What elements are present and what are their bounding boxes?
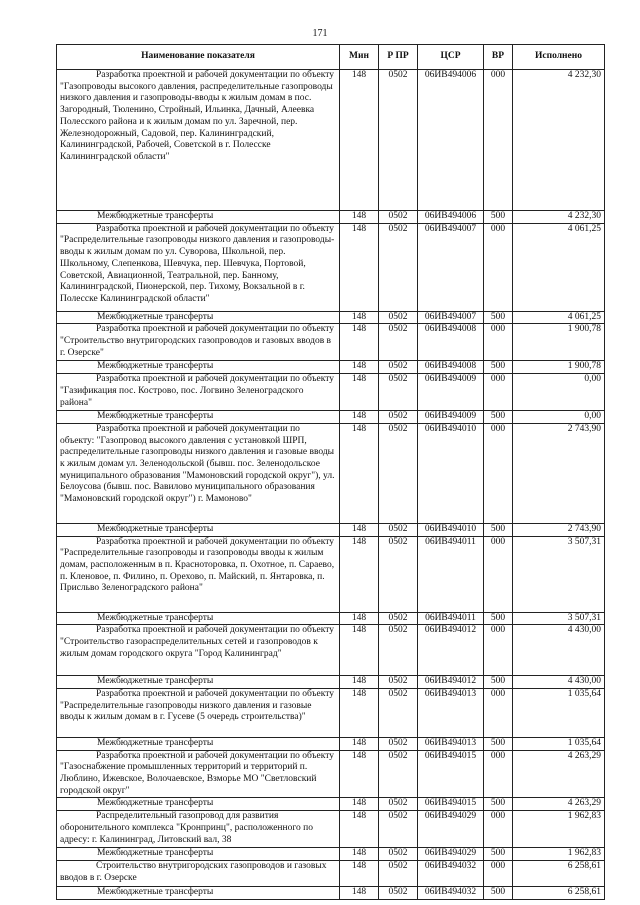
transfer-row	[57, 411, 605, 424]
row-sum: 1 035,64	[513, 737, 605, 750]
row-csr: 06ИВ494015	[418, 798, 484, 811]
row-min: 148	[340, 523, 379, 536]
row-vr: 500	[484, 737, 513, 750]
transfer-row	[57, 612, 605, 625]
row-csr: 06ИВ494012	[418, 625, 484, 676]
row-vr: 500	[484, 612, 513, 625]
row-min: 148	[340, 423, 379, 523]
row-sum: 4 232,30	[513, 70, 605, 211]
row-sum: 6 258,61	[513, 886, 605, 899]
row-min: 148	[340, 676, 379, 689]
transfer-row	[57, 211, 605, 224]
row-rpr: 0502	[379, 223, 418, 311]
row-csr: 06ИВ494012	[418, 676, 484, 689]
row-rpr: 0502	[379, 886, 418, 899]
header-csr: ЦСР	[418, 45, 484, 70]
row-rpr: 0502	[379, 625, 418, 676]
row-rpr: 0502	[379, 688, 418, 737]
table-row	[57, 811, 605, 848]
row-rpr: 0502	[379, 676, 418, 689]
row-rpr: 0502	[379, 311, 418, 324]
row-name: Строительство внутригородских газопроводов и газовых вводов в г. Озерске	[57, 860, 340, 886]
row-csr: 06ИВ494007	[418, 311, 484, 324]
row-rpr: 0502	[379, 423, 418, 523]
row-vr: 500	[484, 361, 513, 374]
row-sum: 6 258,61	[513, 860, 605, 886]
row-name: Межбюджетные трансферты	[57, 676, 340, 689]
row-vr: 500	[484, 523, 513, 536]
table-header-row	[57, 45, 605, 70]
row-name: Межбюджетные трансферты	[57, 211, 340, 224]
row-min: 148	[340, 612, 379, 625]
row-min: 148	[340, 223, 379, 311]
row-vr: 500	[484, 211, 513, 224]
table-row	[57, 423, 605, 523]
row-name: Межбюджетные трансферты	[57, 848, 340, 861]
row-sum: 1 962,83	[513, 811, 605, 848]
row-min: 148	[340, 688, 379, 737]
row-rpr: 0502	[379, 374, 418, 411]
row-vr: 000	[484, 860, 513, 886]
transfer-row	[57, 886, 605, 899]
row-vr: 000	[484, 688, 513, 737]
row-min: 148	[340, 886, 379, 899]
transfer-row	[57, 311, 605, 324]
row-min: 148	[340, 750, 379, 798]
row-name: Разработка проектной и рабочей документации по объекту "Строительство газораспределительных сетей и газопроводов к жилым домам городского округа "Город Калининград"	[57, 625, 340, 676]
row-name: Разработка проектной и рабочей документации по объекту: "Газопровод высокого давления с установкой ШРП, распределительные газопроводы низкого давления и газовые вводы к жилым домам ул. Зеленодольской (бывш. пос. Зеленодольское муниципального образования "Мамоновский городской округ"), ул. Белоусова (бывш. пос. Вавилово муниципального образования "Мамоновский городской округ") г. Мамоново"	[57, 423, 340, 523]
row-vr: 500	[484, 886, 513, 899]
row-vr: 500	[484, 411, 513, 424]
row-rpr: 0502	[379, 750, 418, 798]
row-sum: 4 430,00	[513, 676, 605, 689]
row-rpr: 0502	[379, 523, 418, 536]
row-min: 148	[340, 811, 379, 848]
row-min: 148	[340, 70, 379, 211]
row-csr: 06ИВ494006	[418, 70, 484, 211]
row-vr: 000	[484, 374, 513, 411]
row-csr: 06ИВ494009	[418, 411, 484, 424]
row-sum: 0,00	[513, 374, 605, 411]
row-csr: 06ИВ494010	[418, 523, 484, 536]
row-min: 148	[340, 860, 379, 886]
row-sum: 4 263,29	[513, 750, 605, 798]
row-name: Разработка проектной и рабочей документации по объекту "Распределительные газопроводы и газопроводы вводы к жилым домам, расположенным в п. Красноторовка, п. Охотное, п. Сараево, п. Кленовое, п. Филино, п. Орехово, п. Майский, п. Янтаровка, п. Присльво Зеленоградского района"	[57, 536, 340, 612]
row-csr: 06ИВ494006	[418, 211, 484, 224]
row-min: 148	[340, 311, 379, 324]
row-csr: 06ИВ494008	[418, 361, 484, 374]
row-name: Распределительный газопровод для развития оборонительного комплекса "Кронпринц", расположенного по адресу: г. Калининград, Литовский вал, 38	[57, 811, 340, 848]
row-name: Межбюджетные трансферты	[57, 798, 340, 811]
row-name: Межбюджетные трансферты	[57, 737, 340, 750]
row-csr: 06ИВ494011	[418, 536, 484, 612]
row-min: 148	[340, 211, 379, 224]
table-row	[57, 70, 605, 211]
row-sum: 2 743,90	[513, 523, 605, 536]
row-csr: 06ИВ494029	[418, 811, 484, 848]
row-sum: 4 061,25	[513, 311, 605, 324]
row-csr: 06ИВ494013	[418, 688, 484, 737]
transfer-row	[57, 523, 605, 536]
row-sum: 3 507,31	[513, 536, 605, 612]
row-vr: 000	[484, 536, 513, 612]
table-row	[57, 688, 605, 737]
row-sum: 2 743,90	[513, 423, 605, 523]
transfer-row	[57, 361, 605, 374]
row-rpr: 0502	[379, 536, 418, 612]
table-row	[57, 374, 605, 411]
transfer-row	[57, 798, 605, 811]
row-name: Межбюджетные трансферты	[57, 361, 340, 374]
row-min: 148	[340, 798, 379, 811]
row-csr: 06ИВ494032	[418, 886, 484, 899]
row-name: Межбюджетные трансферты	[57, 523, 340, 536]
header-sum: Исполнено	[513, 45, 605, 70]
row-min: 148	[340, 324, 379, 361]
table-row	[57, 536, 605, 612]
row-sum: 1 900,78	[513, 361, 605, 374]
row-sum: 4 061,25	[513, 223, 605, 311]
row-sum: 1 962,83	[513, 848, 605, 861]
row-name: Межбюджетные трансферты	[57, 612, 340, 625]
header-name: Наименование показателя	[57, 45, 340, 70]
row-min: 148	[340, 374, 379, 411]
table-body	[57, 70, 605, 900]
row-name: Разработка проектной и рабочей документации по объекту "Распределительные газопроводы низкого давления и газопроводы-вводы к жилым домам по ул. Суворова, Школьной, пер. Школьному, Слепенкова, Шевчука, пер. Шевчука, Портовой, Советской, Авиационной, Театральной, пер. Банному, Калининградской, Пионерской, пер. Тихому, Вокзальной в г. Полесске Калининградской области"	[57, 223, 340, 311]
row-sum: 3 507,31	[513, 612, 605, 625]
header-rpr: Р ПР	[379, 45, 418, 70]
row-vr: 000	[484, 750, 513, 798]
row-csr: 06ИВ494009	[418, 374, 484, 411]
row-rpr: 0502	[379, 211, 418, 224]
row-csr: 06ИВ494013	[418, 737, 484, 750]
row-sum: 4 232,30	[513, 211, 605, 224]
row-min: 148	[340, 848, 379, 861]
row-name: Межбюджетные трансферты	[57, 411, 340, 424]
row-rpr: 0502	[379, 860, 418, 886]
table-row	[57, 625, 605, 676]
row-vr: 000	[484, 625, 513, 676]
row-vr: 000	[484, 70, 513, 211]
transfer-row	[57, 676, 605, 689]
row-rpr: 0502	[379, 411, 418, 424]
row-name: Разработка проектной и рабочей документации по объекту "Распределительные газопроводы низкого давления и газовые вводы к жилым домам в г. Гусеве (5 очередь строительства)"	[57, 688, 340, 737]
row-vr: 000	[484, 223, 513, 311]
row-vr: 500	[484, 311, 513, 324]
row-rpr: 0502	[379, 811, 418, 848]
row-vr: 500	[484, 848, 513, 861]
row-rpr: 0502	[379, 361, 418, 374]
row-name: Разработка проектной и рабочей документации по объекту "Газопроводы высокого давления, распределительные газопроводы низкого давления и газопроводы-вводы к жилым домам в пос. Загородный, Тюленино, Стройный, Ильинка, Дачный, Алеевка Полесского района и к жилым домам по ул. Заречной, пер. Железнодорожный, Садовой, пер. Калининградский, Калининградской, Рабочей, Советской в г. Полесске Калининградской области"	[57, 70, 340, 211]
row-sum: 4 263,29	[513, 798, 605, 811]
row-rpr: 0502	[379, 70, 418, 211]
header-vr: ВР	[484, 45, 513, 70]
table-row	[57, 324, 605, 361]
row-rpr: 0502	[379, 324, 418, 361]
row-sum: 1 035,64	[513, 688, 605, 737]
row-vr: 000	[484, 324, 513, 361]
row-csr: 06ИВ494007	[418, 223, 484, 311]
row-min: 148	[340, 536, 379, 612]
row-sum: 4 430,00	[513, 625, 605, 676]
transfer-row	[57, 737, 605, 750]
row-sum: 0,00	[513, 411, 605, 424]
row-csr: 06ИВ494015	[418, 750, 484, 798]
row-min: 148	[340, 361, 379, 374]
row-name: Межбюджетные трансферты	[57, 311, 340, 324]
row-vr: 500	[484, 798, 513, 811]
row-rpr: 0502	[379, 798, 418, 811]
row-name: Разработка проектной и рабочей документации по объекту "Строительство внутригородских газопроводов и газовых вводов в г. Озерске"	[57, 324, 340, 361]
row-csr: 06ИВ494029	[418, 848, 484, 861]
row-vr: 500	[484, 676, 513, 689]
row-rpr: 0502	[379, 848, 418, 861]
table-row	[57, 860, 605, 886]
row-csr: 06ИВ494032	[418, 860, 484, 886]
row-vr: 000	[484, 811, 513, 848]
row-rpr: 0502	[379, 737, 418, 750]
row-csr: 06ИВ494011	[418, 612, 484, 625]
row-sum: 1 900,78	[513, 324, 605, 361]
table-row	[57, 750, 605, 798]
row-csr: 06ИВ494010	[418, 423, 484, 523]
row-name: Разработка проектной и рабочей документации по объекту "Газификация пос. Кострово, пос. Логвино Зеленоградского района"	[57, 374, 340, 411]
table-row	[57, 223, 605, 311]
page-number: 171	[312, 28, 328, 39]
row-min: 148	[340, 625, 379, 676]
row-name: Межбюджетные трансферты	[57, 886, 340, 899]
row-min: 148	[340, 737, 379, 750]
row-min: 148	[340, 411, 379, 424]
row-name: Разработка проектной и рабочей документации по объекту "Газоснабжение промышленных территорий и территорий п. Люблино, Ижевское, Волочаевское, Взморье МО "Светловский городской округ"	[57, 750, 340, 798]
row-rpr: 0502	[379, 612, 418, 625]
row-vr: 000	[484, 423, 513, 523]
header-min: Мин	[340, 45, 379, 70]
transfer-row	[57, 848, 605, 861]
budget-table	[56, 44, 605, 900]
row-csr: 06ИВ494008	[418, 324, 484, 361]
